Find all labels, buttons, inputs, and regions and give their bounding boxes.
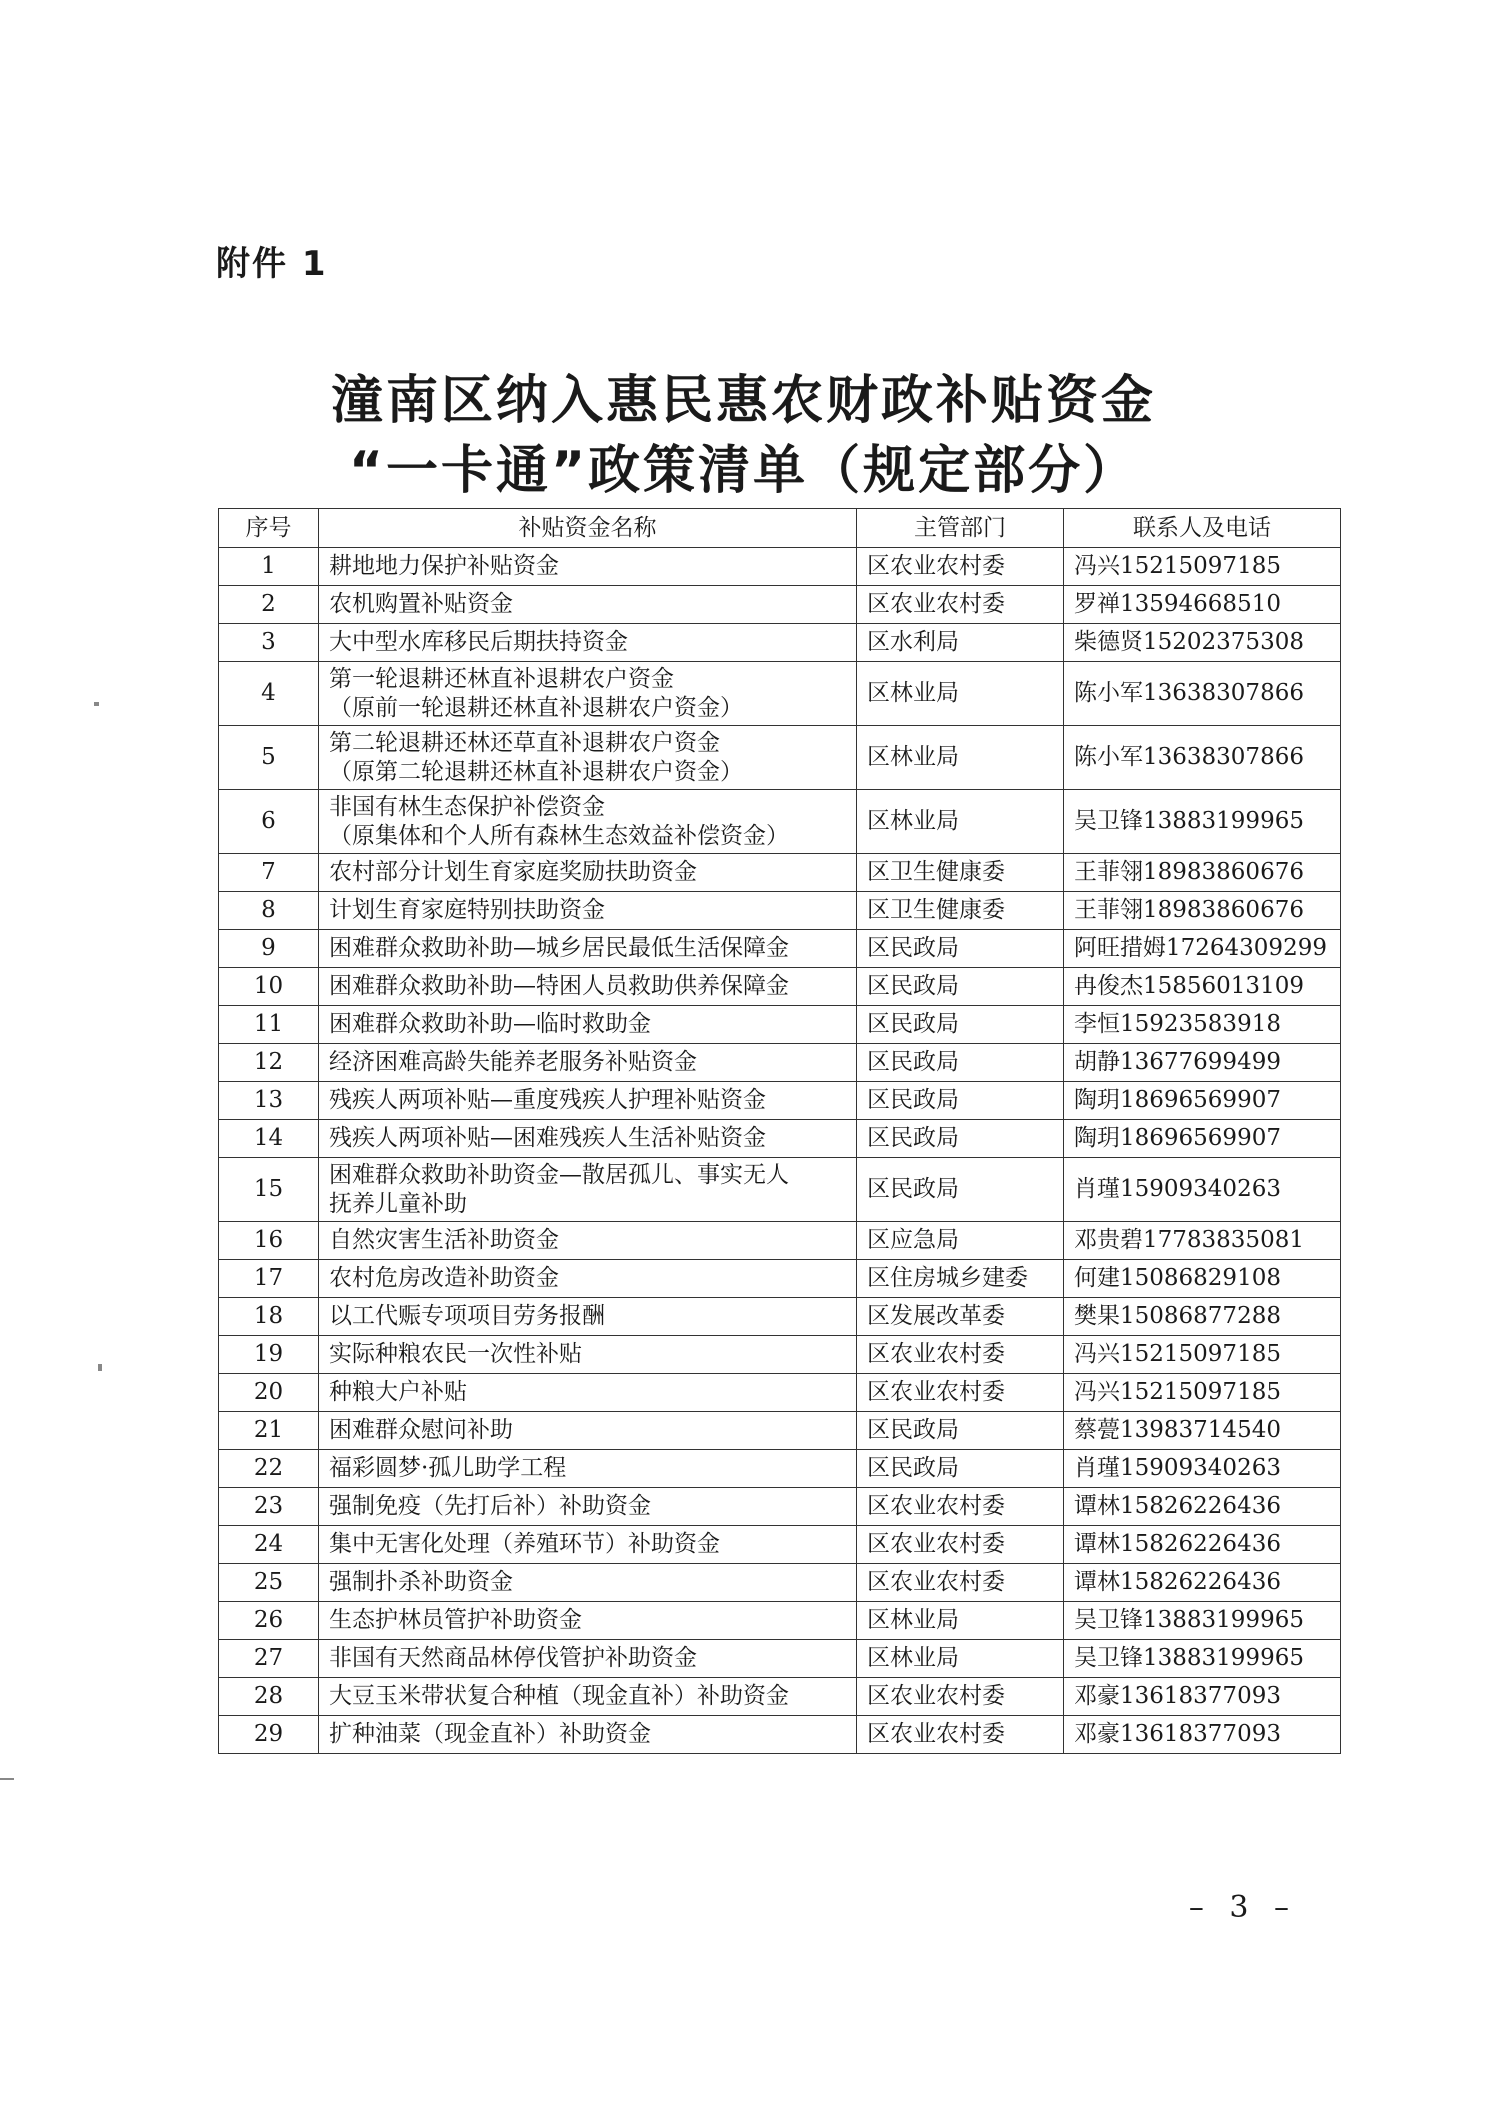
subsidy-name: 福彩圆梦·孤儿助学工程 bbox=[329, 1455, 567, 1481]
department: 区民政局 bbox=[857, 1412, 1064, 1450]
subsidy-name: 残疾人两项补贴—重度残疾人护理补贴资金 bbox=[329, 1087, 766, 1113]
row-number: 7 bbox=[219, 854, 319, 892]
subsidy-name-note: （原第二轮退耕还林直补退耕农户资金） bbox=[329, 758, 743, 785]
table-row bbox=[219, 1120, 1341, 1158]
table-row bbox=[219, 1640, 1341, 1678]
department: 区民政局 bbox=[857, 930, 1064, 968]
subsidy-name-cell bbox=[319, 1044, 857, 1082]
subsidy-name: 非国有林生态保护补偿资金 bbox=[329, 793, 605, 820]
contact: 胡静13677699499 bbox=[1064, 1044, 1341, 1082]
row-number: 17 bbox=[219, 1260, 319, 1298]
subsidy-name-cell bbox=[319, 586, 857, 624]
row-number: 21 bbox=[219, 1412, 319, 1450]
subsidy-name: 经济困难高龄失能养老服务补贴资金 bbox=[329, 1049, 697, 1075]
contact: 肖瑾15909340263 bbox=[1064, 1450, 1341, 1488]
row-number: 27 bbox=[219, 1640, 319, 1678]
subsidy-name-cell bbox=[319, 1082, 857, 1120]
table-row bbox=[219, 1412, 1341, 1450]
department: 区农业农村委 bbox=[857, 1336, 1064, 1374]
subsidy-name: 农机购置补贴资金 bbox=[329, 591, 513, 617]
table-row bbox=[219, 1222, 1341, 1260]
contact: 肖瑾15909340263 bbox=[1064, 1158, 1341, 1222]
subsidy-name: 第二轮退耕还林还草直补退耕农户资金 bbox=[329, 729, 720, 756]
table-row bbox=[219, 1716, 1341, 1754]
department: 区民政局 bbox=[857, 1158, 1064, 1222]
policy-table bbox=[218, 508, 1341, 1754]
subsidy-name: 困难群众救助补助资金—散居孤儿、事实无人 bbox=[329, 1161, 789, 1188]
contact: 王菲翎18983860676 bbox=[1064, 892, 1341, 930]
subsidy-name: 困难群众救助补助—临时救助金 bbox=[329, 1011, 651, 1037]
contact: 冯兴15215097185 bbox=[1064, 548, 1341, 586]
row-number: 6 bbox=[219, 790, 319, 854]
department: 区农业农村委 bbox=[857, 586, 1064, 624]
contact: 王菲翎18983860676 bbox=[1064, 854, 1341, 892]
subsidy-name-cell bbox=[319, 726, 857, 790]
table-row bbox=[219, 1450, 1341, 1488]
subsidy-name-cell bbox=[319, 1450, 857, 1488]
subsidy-name-cell bbox=[319, 1260, 857, 1298]
subsidy-name-note: 抚养儿童补助 bbox=[329, 1190, 467, 1217]
subsidy-name-cell bbox=[319, 1158, 857, 1222]
scan-mark bbox=[0, 1778, 14, 1780]
subsidy-name-cell bbox=[319, 1640, 857, 1678]
row-number: 29 bbox=[219, 1716, 319, 1754]
department: 区农业农村委 bbox=[857, 548, 1064, 586]
table-row bbox=[219, 930, 1341, 968]
row-number: 3 bbox=[219, 624, 319, 662]
subsidy-name: 农村部分计划生育家庭奖励扶助资金 bbox=[329, 859, 697, 885]
table-row bbox=[219, 1006, 1341, 1044]
row-number: 24 bbox=[219, 1526, 319, 1564]
subsidy-name-cell bbox=[319, 1488, 857, 1526]
department: 区林业局 bbox=[857, 726, 1064, 790]
department: 区农业农村委 bbox=[857, 1678, 1064, 1716]
department: 区民政局 bbox=[857, 1082, 1064, 1120]
table-header-row bbox=[219, 509, 1341, 548]
contact: 陈小军13638307866 bbox=[1064, 662, 1341, 726]
table-row bbox=[219, 1374, 1341, 1412]
table-body bbox=[219, 548, 1341, 1754]
contact: 吴卫锋13883199965 bbox=[1064, 790, 1341, 854]
subsidy-name-cell bbox=[319, 892, 857, 930]
department: 区民政局 bbox=[857, 1006, 1064, 1044]
row-number: 14 bbox=[219, 1120, 319, 1158]
contact: 樊果15086877288 bbox=[1064, 1298, 1341, 1336]
department: 区应急局 bbox=[857, 1222, 1064, 1260]
contact: 冯兴15215097185 bbox=[1064, 1374, 1341, 1412]
subsidy-name: 以工代赈专项项目劳务报酬 bbox=[329, 1303, 605, 1329]
contact: 谭林15826226436 bbox=[1064, 1526, 1341, 1564]
subsidy-name: 困难群众救助补助—城乡居民最低生活保障金 bbox=[329, 935, 789, 961]
contact: 邓贵碧17783835081 bbox=[1064, 1222, 1341, 1260]
department: 区卫生健康委 bbox=[857, 892, 1064, 930]
subsidy-name: 扩种油菜（现金直补）补助资金 bbox=[329, 1721, 651, 1747]
subsidy-name-note: （原集体和个人所有森林生态效益补偿资金） bbox=[329, 822, 789, 849]
subsidy-name: 大中型水库移民后期扶持资金 bbox=[329, 629, 628, 655]
table-row bbox=[219, 1526, 1341, 1564]
contact: 陶玥18696569907 bbox=[1064, 1120, 1341, 1158]
row-number: 5 bbox=[219, 726, 319, 790]
subsidy-name-cell bbox=[319, 1678, 857, 1716]
subsidy-name-cell bbox=[319, 1374, 857, 1412]
subsidy-name-cell bbox=[319, 548, 857, 586]
subsidy-name-cell bbox=[319, 1222, 857, 1260]
table-row bbox=[219, 586, 1341, 624]
contact: 阿旺措姆17264309299 bbox=[1064, 930, 1341, 968]
contact: 邓豪13618377093 bbox=[1064, 1678, 1341, 1716]
subsidy-name: 集中无害化处理（养殖环节）补助资金 bbox=[329, 1531, 720, 1557]
row-number: 8 bbox=[219, 892, 319, 930]
table-row bbox=[219, 726, 1341, 790]
row-number: 28 bbox=[219, 1678, 319, 1716]
table-row bbox=[219, 1044, 1341, 1082]
scan-mark bbox=[98, 1364, 102, 1371]
subsidy-name-cell bbox=[319, 662, 857, 726]
table-row bbox=[219, 1678, 1341, 1716]
department: 区农业农村委 bbox=[857, 1564, 1064, 1602]
subsidy-name: 计划生育家庭特别扶助资金 bbox=[329, 897, 605, 923]
subsidy-name: 困难群众救助补助—特困人员救助供养保障金 bbox=[329, 973, 789, 999]
department: 区民政局 bbox=[857, 1120, 1064, 1158]
subsidy-name-cell bbox=[319, 624, 857, 662]
department: 区林业局 bbox=[857, 1602, 1064, 1640]
table-row bbox=[219, 1336, 1341, 1374]
department: 区林业局 bbox=[857, 1640, 1064, 1678]
table-row bbox=[219, 1298, 1341, 1336]
row-number: 10 bbox=[219, 968, 319, 1006]
contact: 冯兴15215097185 bbox=[1064, 1336, 1341, 1374]
subsidy-name-cell bbox=[319, 790, 857, 854]
department: 区林业局 bbox=[857, 790, 1064, 854]
contact: 吴卫锋13883199965 bbox=[1064, 1640, 1341, 1678]
contact: 陈小军13638307866 bbox=[1064, 726, 1341, 790]
contact: 陶玥18696569907 bbox=[1064, 1082, 1341, 1120]
subsidy-name-cell bbox=[319, 930, 857, 968]
page-number: – 3 – bbox=[1188, 1890, 1297, 1925]
subsidy-name-cell bbox=[319, 1526, 857, 1564]
column-header-department: 主管部门 bbox=[857, 509, 1064, 548]
department: 区林业局 bbox=[857, 662, 1064, 726]
table-row bbox=[219, 548, 1341, 586]
document-title-line1: 潼南区纳入惠民惠农财政补贴资金 bbox=[330, 371, 1156, 431]
row-number: 18 bbox=[219, 1298, 319, 1336]
subsidy-name-note: （原前一轮退耕还林直补退耕农户资金） bbox=[329, 694, 743, 721]
contact: 谭林15826226436 bbox=[1064, 1488, 1341, 1526]
department: 区民政局 bbox=[857, 968, 1064, 1006]
subsidy-name: 强制扑杀补助资金 bbox=[329, 1569, 513, 1595]
row-number: 15 bbox=[219, 1158, 319, 1222]
table-row bbox=[219, 968, 1341, 1006]
row-number: 16 bbox=[219, 1222, 319, 1260]
table-row bbox=[219, 1082, 1341, 1120]
department: 区农业农村委 bbox=[857, 1374, 1064, 1412]
row-number: 13 bbox=[219, 1082, 319, 1120]
table-row bbox=[219, 1488, 1341, 1526]
subsidy-name-cell bbox=[319, 1602, 857, 1640]
subsidy-name-cell bbox=[319, 854, 857, 892]
subsidy-name-cell bbox=[319, 1412, 857, 1450]
subsidy-name: 自然灾害生活补助资金 bbox=[329, 1227, 559, 1253]
subsidy-name: 种粮大户补贴 bbox=[329, 1379, 467, 1405]
department: 区民政局 bbox=[857, 1450, 1064, 1488]
table-row bbox=[219, 624, 1341, 662]
table-row bbox=[219, 892, 1341, 930]
column-header-subsidy-name: 补贴资金名称 bbox=[319, 509, 857, 548]
contact: 李恒15923583918 bbox=[1064, 1006, 1341, 1044]
attachment-label: 附件 1 bbox=[216, 244, 328, 284]
subsidy-name-cell bbox=[319, 1564, 857, 1602]
subsidy-name: 实际种粮农民一次性补贴 bbox=[329, 1341, 582, 1367]
row-number: 1 bbox=[219, 548, 319, 586]
subsidy-name: 大豆玉米带状复合种植（现金直补）补助资金 bbox=[329, 1683, 789, 1709]
row-number: 20 bbox=[219, 1374, 319, 1412]
contact: 罗禅13594668510 bbox=[1064, 586, 1341, 624]
column-header-number: 序号 bbox=[219, 509, 319, 548]
contact: 冉俊杰15856013109 bbox=[1064, 968, 1341, 1006]
table-row bbox=[219, 1260, 1341, 1298]
department: 区住房城乡建委 bbox=[857, 1260, 1064, 1298]
subsidy-name: 农村危房改造补助资金 bbox=[329, 1265, 559, 1291]
department: 区农业农村委 bbox=[857, 1488, 1064, 1526]
contact: 谭林15826226436 bbox=[1064, 1564, 1341, 1602]
table-row bbox=[219, 854, 1341, 892]
department: 区水利局 bbox=[857, 624, 1064, 662]
row-number: 11 bbox=[219, 1006, 319, 1044]
subsidy-name-cell bbox=[319, 1120, 857, 1158]
subsidy-name: 强制免疫（先打后补）补助资金 bbox=[329, 1493, 651, 1519]
column-header-contact: 联系人及电话 bbox=[1064, 509, 1341, 548]
row-number: 4 bbox=[219, 662, 319, 726]
department: 区民政局 bbox=[857, 1044, 1064, 1082]
subsidy-name: 非国有天然商品林停伐管护补助资金 bbox=[329, 1645, 697, 1671]
department: 区农业农村委 bbox=[857, 1716, 1064, 1754]
subsidy-name-cell bbox=[319, 1716, 857, 1754]
contact: 柴德贤15202375308 bbox=[1064, 624, 1341, 662]
row-number: 25 bbox=[219, 1564, 319, 1602]
table-row bbox=[219, 662, 1341, 726]
subsidy-name: 耕地地力保护补贴资金 bbox=[329, 553, 559, 579]
subsidy-name-cell bbox=[319, 1336, 857, 1374]
subsidy-name-cell bbox=[319, 968, 857, 1006]
table-row bbox=[219, 1564, 1341, 1602]
row-number: 26 bbox=[219, 1602, 319, 1640]
table-row bbox=[219, 1602, 1341, 1640]
row-number: 2 bbox=[219, 586, 319, 624]
table-row bbox=[219, 1158, 1341, 1222]
department: 区发展改革委 bbox=[857, 1298, 1064, 1336]
contact: 吴卫锋13883199965 bbox=[1064, 1602, 1341, 1640]
contact: 邓豪13618377093 bbox=[1064, 1716, 1341, 1754]
department: 区卫生健康委 bbox=[857, 854, 1064, 892]
department: 区农业农村委 bbox=[857, 1526, 1064, 1564]
contact: 何建15086829108 bbox=[1064, 1260, 1341, 1298]
subsidy-name: 残疾人两项补贴—困难残疾人生活补贴资金 bbox=[329, 1125, 766, 1151]
subsidy-name: 困难群众慰问补助 bbox=[329, 1417, 513, 1443]
row-number: 19 bbox=[219, 1336, 319, 1374]
row-number: 22 bbox=[219, 1450, 319, 1488]
table-row bbox=[219, 790, 1341, 854]
subsidy-name-cell bbox=[319, 1006, 857, 1044]
row-number: 12 bbox=[219, 1044, 319, 1082]
scan-mark bbox=[94, 702, 99, 706]
subsidy-name: 第一轮退耕还林直补退耕农户资金 bbox=[329, 665, 674, 692]
document-title-line2: “一卡通”政策清单（规定部分） bbox=[348, 441, 1139, 501]
subsidy-name-cell bbox=[319, 1298, 857, 1336]
row-number: 23 bbox=[219, 1488, 319, 1526]
row-number: 9 bbox=[219, 930, 319, 968]
subsidy-name: 生态护林员管护补助资金 bbox=[329, 1607, 582, 1633]
contact: 蔡甍13983714540 bbox=[1064, 1412, 1341, 1450]
